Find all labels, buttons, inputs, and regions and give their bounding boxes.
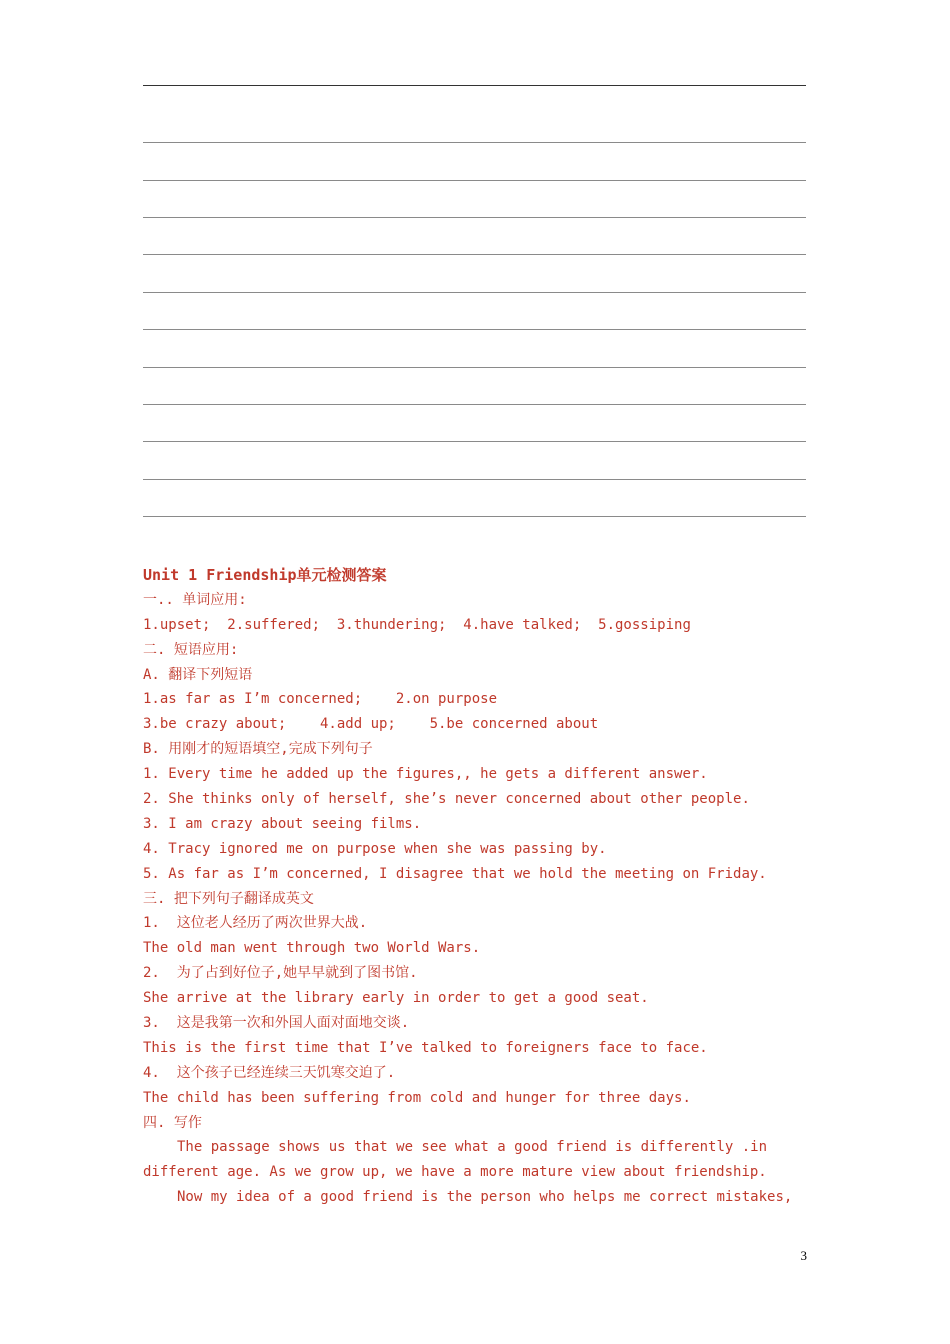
answer-line: The child has been suffering from cold and hunger for three days.	[143, 1089, 691, 1106]
answer-line: 1.upset; 2.suffered; 3.thundering; 4.have talked; 5.gossiping	[143, 616, 691, 633]
writing-line	[143, 404, 806, 405]
writing-line	[143, 254, 806, 255]
answer-line: 4. Tracy ignored me on purpose when she was passing by.	[143, 840, 607, 857]
answer-line: She arrive at the library early in order to get a good seat.	[143, 990, 649, 1007]
writing-line	[143, 329, 806, 330]
answer-line: 1.as far as I’m concerned; 2.on purpose	[143, 691, 498, 708]
top-rule	[143, 85, 806, 86]
answer-line: 二. 短语应用:	[143, 641, 239, 658]
answer-line: 2. She thinks only of herself, she’s never concerned about other people.	[143, 791, 750, 808]
writing-line	[143, 142, 806, 143]
writing-line	[143, 292, 806, 293]
answer-line: 3. 这是我第一次和外国人面对面地交谈.	[143, 1015, 410, 1032]
writing-line	[143, 217, 806, 218]
answer-line: 5. As far as I’m concerned, I disagree that we hold the meeting on Friday.	[143, 865, 767, 882]
answer-line: 2. 为了占到好位子,她早早就到了图书馆.	[143, 965, 418, 982]
writing-line	[143, 441, 806, 442]
answer-line: 4. 这个孩子已经连续三天饥寒交迫了.	[143, 1064, 396, 1081]
essay-line: The passage shows us that we see what a good friend is differently .in	[177, 1139, 768, 1156]
answer-line: The old man went through two World Wars.	[143, 940, 481, 957]
writing-line	[143, 479, 806, 480]
answer-title: Unit 1 Friendship单元检测答案	[143, 566, 387, 584]
writing-line	[143, 516, 806, 517]
writing-line	[143, 367, 806, 368]
answer-line: B. 用刚才的短语填空,完成下列句子	[143, 741, 373, 758]
answer-line: This is the first time that I’ve talked to foreigners face to face.	[143, 1039, 708, 1056]
answer-line: 三. 把下列句子翻译成英文	[143, 890, 314, 907]
answer-line: 四. 写作	[143, 1114, 202, 1131]
answer-line: 3.be crazy about; 4.add up; 5.be concerned about	[143, 716, 599, 733]
essay-line: Now my idea of a good friend is the person who helps me correct mistakes,	[177, 1189, 793, 1206]
answer-key	[143, 563, 813, 1210]
essay-line: different age. As we grow up, we have a more mature view about friendship.	[143, 1164, 767, 1181]
writing-line	[143, 180, 806, 181]
answer-line: 1. Every time he added up the figures,, he gets a different answer.	[143, 766, 708, 783]
answer-line: 一.. 单词应用:	[143, 591, 247, 608]
page-number: 3	[800, 1248, 807, 1263]
answer-line: 3. I am crazy about seeing films.	[143, 815, 422, 832]
answer-line: 1. 这位老人经历了两次世界大战.	[143, 915, 368, 932]
answer-line: A. 翻译下列短语	[143, 666, 253, 683]
